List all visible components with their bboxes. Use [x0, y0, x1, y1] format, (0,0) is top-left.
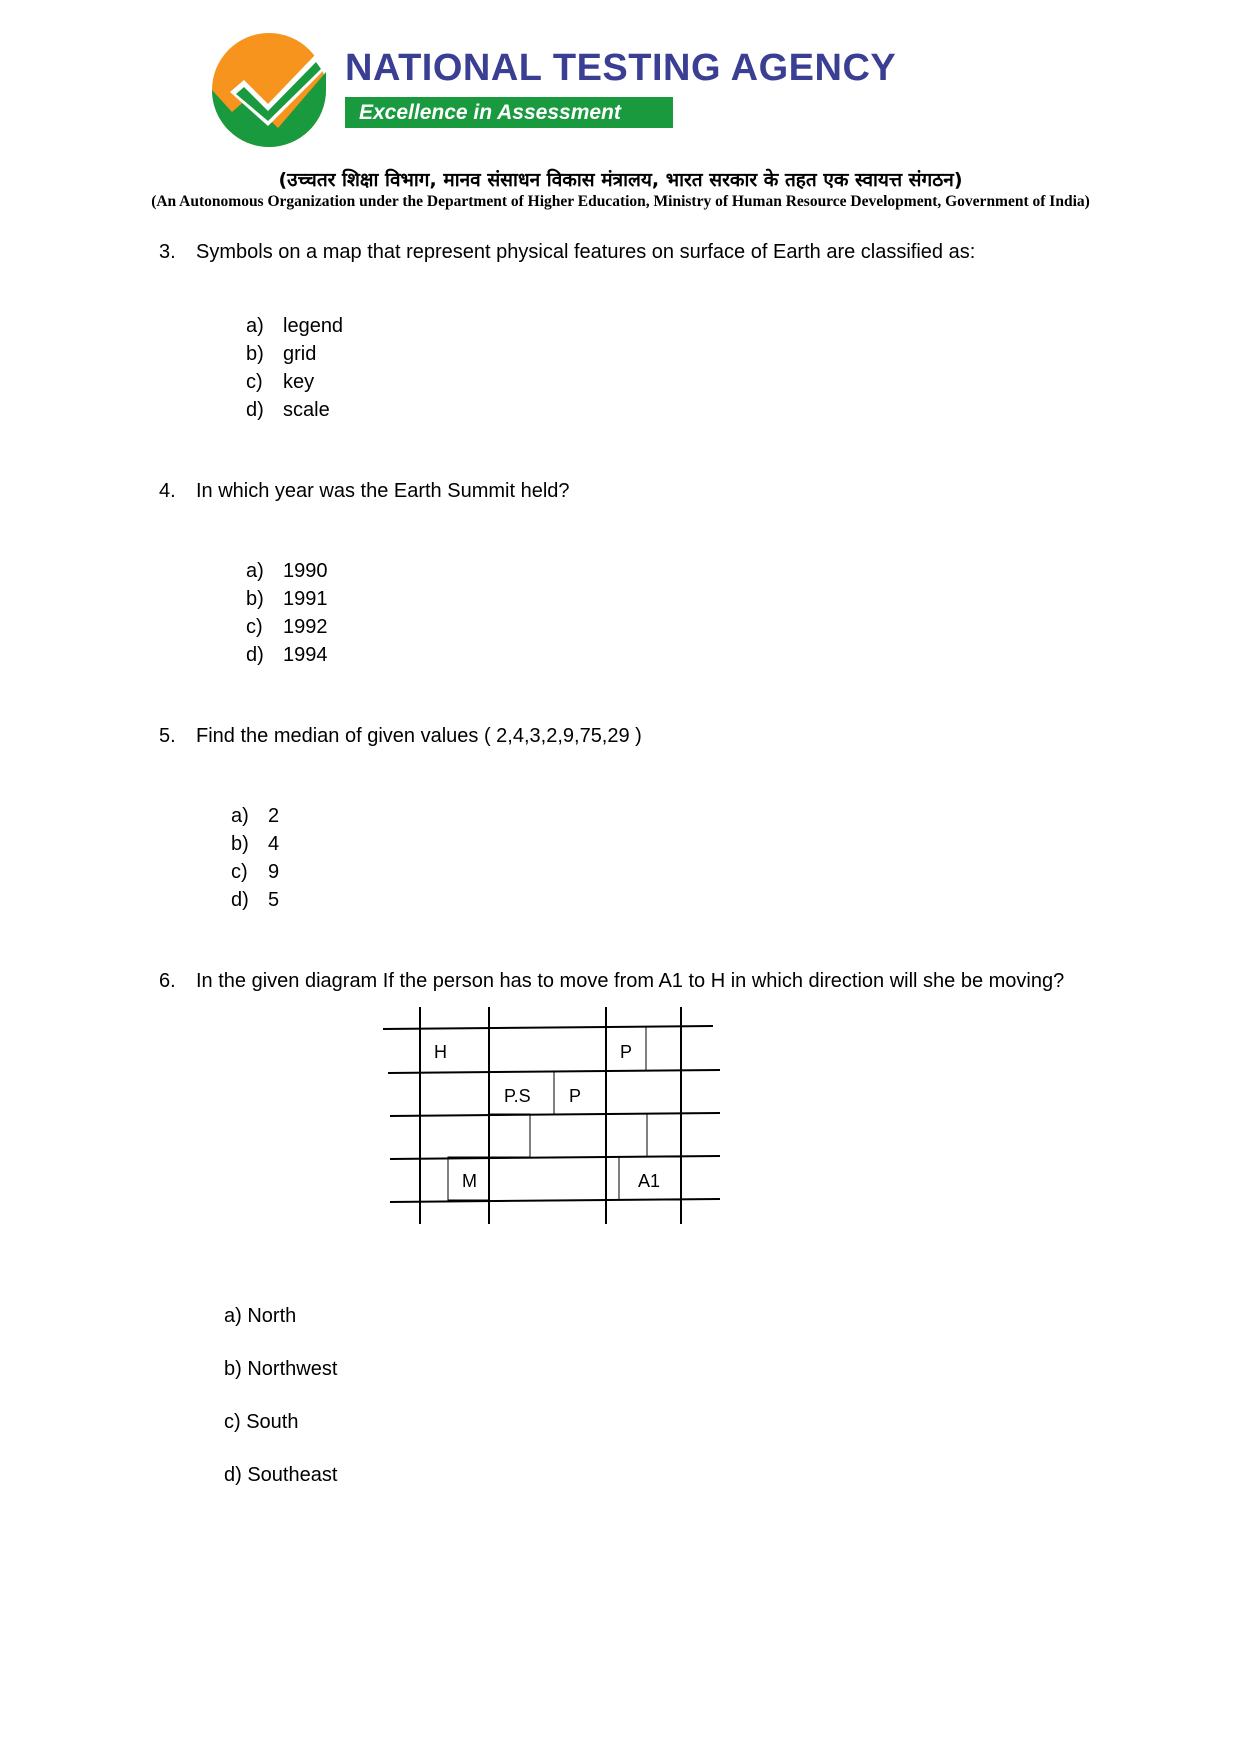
option-d[interactable]: d) 1994: [246, 644, 328, 666]
grid-label-ps: P.S: [504, 1086, 531, 1106]
option-a[interactable]: a) legend: [246, 315, 344, 337]
grid-label-m: M: [462, 1171, 477, 1191]
question-3-options: [246, 312, 343, 424]
option-b[interactable]: b) 4: [231, 833, 280, 855]
question-5-options: [231, 802, 279, 914]
question-text: Find the median of given values ( 2,4,3,2,9,75,29 ): [196, 725, 642, 747]
question-5: [159, 725, 642, 748]
empty-box: [606, 1114, 647, 1157]
empty-box: [489, 1114, 530, 1157]
option-c[interactable]: c) key: [246, 371, 315, 393]
option-b[interactable]: b) Northwest: [224, 1358, 338, 1380]
option-a[interactable]: a) 2: [231, 805, 280, 827]
option-c[interactable]: c) 9: [231, 861, 280, 883]
grid-label-a1: A1: [638, 1171, 661, 1191]
option-c[interactable]: c) South: [224, 1411, 299, 1433]
question-number: 6.: [159, 970, 176, 992]
grid-label-p-top: P: [620, 1042, 633, 1062]
option-d[interactable]: d) Southeast: [224, 1464, 338, 1486]
question-text: Symbols on a map that represent physical features on surface of Earth are classified as:: [196, 241, 976, 263]
question-6-options: [224, 1302, 337, 1514]
grid-label-h: H: [434, 1042, 447, 1062]
option-d[interactable]: d) 5: [231, 889, 280, 911]
question-text: In the given diagram If the person has to move from A1 to H in which direction will she be moving?: [196, 970, 1065, 992]
option-a[interactable]: a) North: [224, 1305, 297, 1327]
agency-tagline: Excellence in Assessment: [345, 97, 673, 128]
question-number: 3.: [159, 241, 176, 263]
question-4: [159, 480, 570, 503]
option-b[interactable]: b) 1991: [246, 588, 328, 610]
english-subtitle: (An Autonomous Organization under the Department of Higher Education, Ministry of Human Resource Development, Government of India): [151, 193, 1090, 210]
option-c[interactable]: c) 1992: [246, 616, 328, 638]
grid-line: [383, 1026, 713, 1029]
agency-name: NATIONAL TESTING AGENCY: [345, 47, 897, 89]
question-4-options: [246, 557, 328, 669]
option-d[interactable]: d) scale: [246, 399, 330, 421]
option-a[interactable]: a) 1990: [246, 560, 328, 582]
direction-grid-diagram: [380, 1003, 725, 1228]
question-6: [159, 970, 1064, 993]
nta-logo: [208, 32, 330, 148]
hindi-subtitle: (उच्चतर शिक्षा विभाग, मानव संसाधन विकास मंत्रालय, भारत सरकार के तहत एक स्वायत्त संगठन): [278, 169, 963, 191]
question-3: [159, 241, 975, 264]
question-number: 5.: [159, 725, 176, 747]
question-text: In which year was the Earth Summit held?: [196, 480, 570, 502]
option-b[interactable]: b) grid: [246, 343, 317, 365]
grid-label-p-mid: P: [569, 1086, 582, 1106]
question-number: 4.: [159, 480, 176, 502]
